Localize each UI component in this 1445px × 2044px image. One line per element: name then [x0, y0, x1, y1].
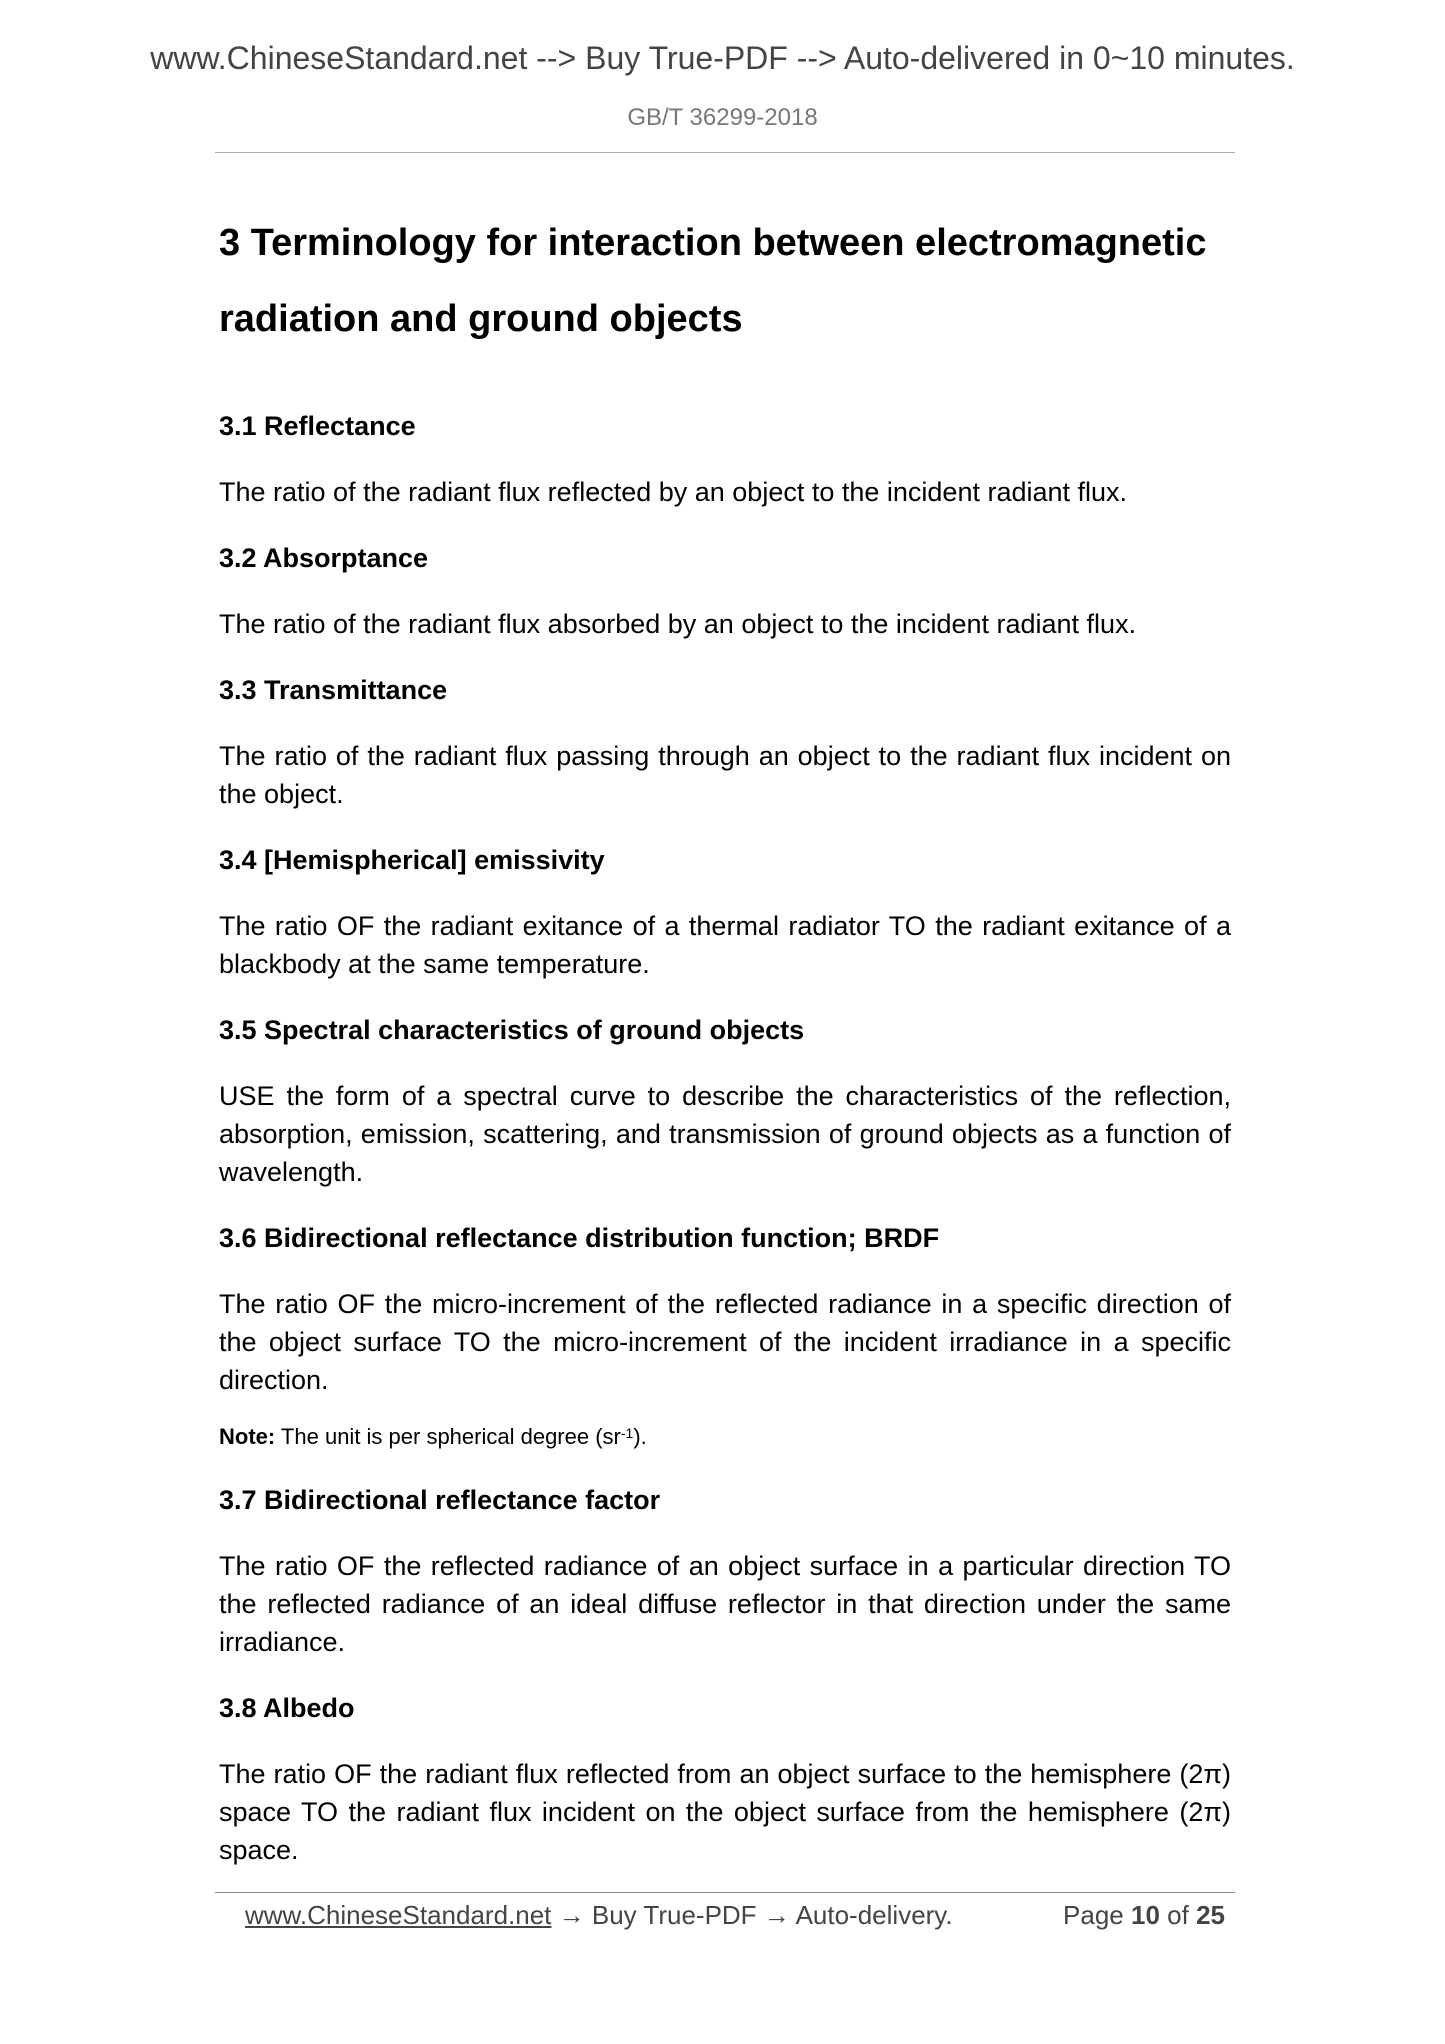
- top-banner: www.ChineseStandard.net --> Buy True-PDF --> Auto-delivered in 0~10 minutes.: [150, 40, 1295, 76]
- term-heading: 3.1 Reflectance: [219, 411, 416, 441]
- section-title: 3 Terminology for interaction between electromagnetic radiation and ground objects: [219, 222, 1207, 340]
- page-number: 10: [1131, 1900, 1160, 1930]
- footer-link[interactable]: www.ChineseStandard.net: [245, 1900, 552, 1930]
- term-definition: The ratio of the radiant flux absorbed by an object to the incident radiant flux.: [219, 609, 1137, 639]
- page-label: Page: [1063, 1900, 1124, 1930]
- term-definition: The ratio of the radiant flux passing through an object to the radiant flux incident on the object.: [219, 741, 1231, 809]
- term-heading: 3.6 Bidirectional reflectance distribution function; BRDF: [219, 1223, 940, 1253]
- term-definition: The ratio OF the radiant flux reflected from an object surface to the hemisphere (2π) space TO the radiant flux incident on the object surface from the hemisphere (2π) space.: [219, 1759, 1231, 1865]
- total-pages: 25: [1196, 1900, 1225, 1930]
- term-definition: The ratio of the radiant flux reflected by an object to the incident radiant flux.: [219, 477, 1128, 507]
- footer-divider: [215, 1892, 1235, 1893]
- term-heading: 3.5 Spectral characteristics of ground objects: [219, 1015, 805, 1045]
- page-indicator: [1063, 1898, 1225, 1932]
- term-definition: The ratio OF the radiant exitance of a thermal radiator TO the radiant exitance of a blackbody at the same temperature.: [219, 911, 1231, 979]
- of-label: of: [1167, 1900, 1189, 1930]
- note-label: Note:: [219, 1424, 276, 1449]
- note: [219, 1421, 1231, 1453]
- header-divider: [215, 152, 1235, 153]
- page-content: [219, 205, 1231, 1899]
- term-heading: 3.2 Absorptance: [219, 543, 429, 573]
- term-heading: 3.4 [Hemispherical] emissivity: [219, 845, 605, 875]
- term-heading: 3.3 Transmittance: [219, 675, 448, 705]
- standard-code: GB/T 36299-2018: [627, 104, 818, 131]
- footer-text: → Buy True-PDF → Auto-delivery.: [551, 1900, 953, 1930]
- term-definition: USE the form of a spectral curve to describe the characteristics of the reflection, absorption, emission, scattering, and transmission of ground objects as a function of wavelength.: [219, 1081, 1231, 1187]
- note-text: The unit is per spherical degree (sr: [275, 1424, 621, 1449]
- term-definition: The ratio OF the micro-increment of the reflected radiance in a specific direction of the object surface TO the micro-increment of the incident irradiance in a specific direction.: [219, 1289, 1231, 1395]
- term-heading: 3.7 Bidirectional reflectance factor: [219, 1485, 661, 1515]
- footer: [245, 1898, 1225, 1932]
- note-superscript: -1: [620, 1425, 634, 1441]
- term-heading: 3.8 Albedo: [219, 1693, 355, 1723]
- note-text-end: ).: [633, 1424, 647, 1449]
- term-definition: The ratio OF the reflected radiance of an object surface in a particular direction TO the reflected radiance of an ideal diffuse reflector in that direction under the same irradiance.: [219, 1551, 1231, 1657]
